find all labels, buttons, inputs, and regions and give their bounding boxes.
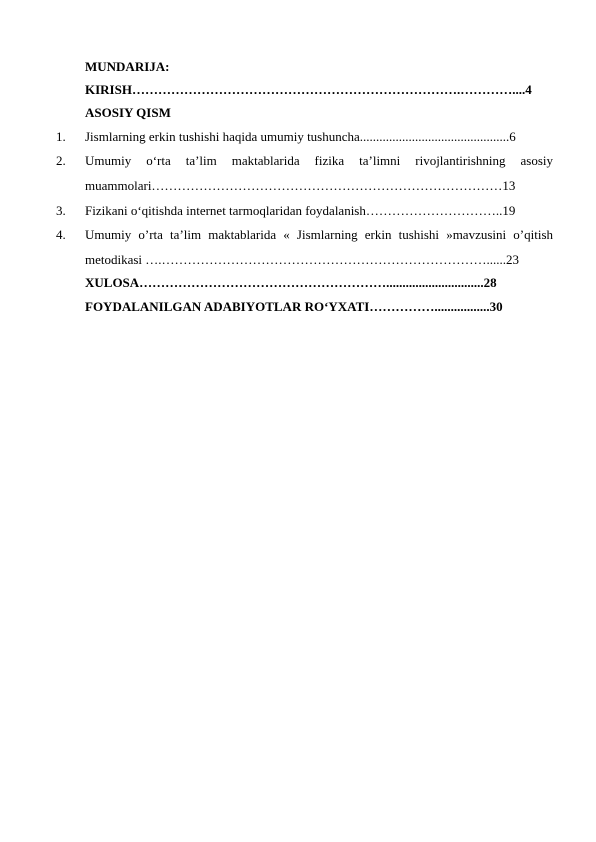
toc-entry-conclusion: XULOSA…………………………………………………..............................28 (85, 275, 497, 290)
toc-entry-item-4-line2: metodikasi ….…………………………………………………………………......23 (85, 252, 520, 267)
toc-entry-item-4-line1: Umumiy o’rta ta’lim maktablarida « Jismlarning erkin tushishi »mavzusini o’qitish (85, 227, 553, 242)
toc-entry-item-2-line1: Umumiy o‘rta ta’lim maktablarida fizika ta’limni rivojlantirishning asosiy (85, 153, 553, 168)
toc-entry-intro: KIRISH………………………………………………………………….…………....4 (85, 82, 532, 97)
toc-heading: MUNDARIJA: (85, 59, 170, 74)
toc-section-main: ASOSIY QISM (85, 105, 171, 120)
toc-entry-references: FOYDALANILGAN ADABIYOTLAR RO‘YXATI…………….................30 (85, 299, 503, 314)
toc-entry-item-3: Fizikani o‘qitishda internet tarmoqlaridan foydalanish…………………………..19 (85, 203, 516, 218)
toc-item-number: 4. (56, 227, 66, 242)
toc-item-number: 2. (56, 153, 66, 168)
toc-entry-item-2-line2: muammolari………………………………………………………………………13 (85, 178, 516, 193)
toc-item-number: 1. (56, 129, 66, 144)
toc-item-number: 3. (56, 203, 66, 218)
toc-entry-item-1: Jismlarning erkin tushishi haqida umumiy tushuncha..............................................6 (85, 129, 516, 144)
